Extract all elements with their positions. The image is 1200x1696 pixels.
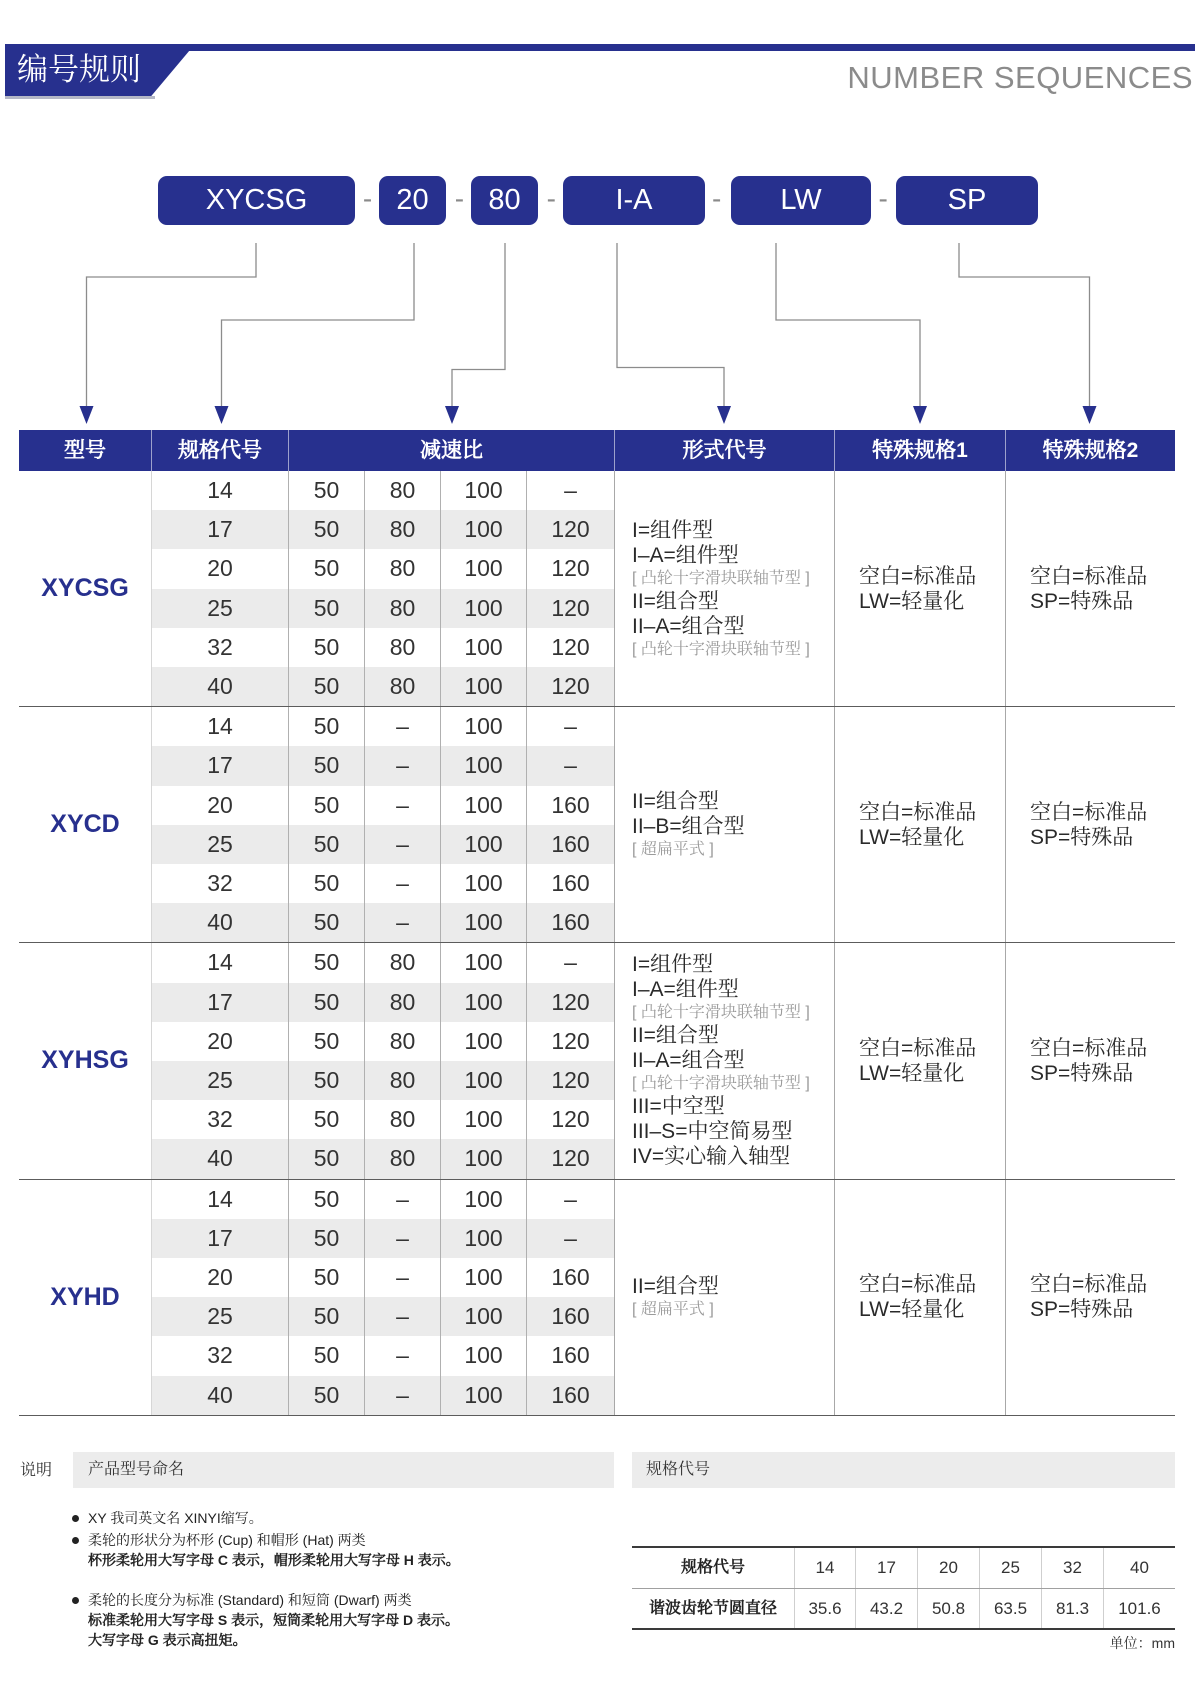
ratio-cell: 100 (440, 746, 526, 785)
ratio-cell: 100 (440, 1219, 526, 1258)
ratio-cell: 120 (526, 667, 614, 706)
ratio-cell: 80 (364, 983, 440, 1022)
ratio-cell: 80 (364, 1061, 440, 1100)
type-code-note: [ 超扁平式 ] (632, 841, 714, 859)
special2-cell (1005, 1180, 1175, 1415)
model-name: XYHD (50, 1282, 120, 1311)
arrow-down-icon (445, 406, 459, 424)
ratio-cell: 100 (440, 943, 526, 982)
spec-group (19, 471, 1175, 707)
table-row (151, 825, 614, 864)
ratio-cell: 100 (440, 510, 526, 549)
ratio-cell: 160 (526, 1258, 614, 1297)
size-code-cell: 25 (151, 1297, 288, 1336)
pitch-diameter-value: 63.5 (979, 1589, 1041, 1628)
ratio-cell: 100 (440, 1258, 526, 1297)
ratio-cell: – (526, 1219, 614, 1258)
ratio-cell: – (526, 707, 614, 746)
ratio-cell: 100 (440, 1061, 526, 1100)
ratio-cell: 160 (526, 903, 614, 942)
table-row (151, 1180, 614, 1219)
ratio-cell: 100 (440, 864, 526, 903)
ratio-cell: – (526, 746, 614, 785)
type-code-note: [ 超扁平式 ] (632, 1301, 714, 1319)
note-bullet (72, 1590, 459, 1650)
header-model: 型号 (64, 439, 106, 462)
ratio-cell: 50 (288, 1297, 364, 1336)
type-code-line: I=组件型 (632, 518, 714, 542)
model-name: XYCSG (41, 574, 129, 603)
ratio-cell: 50 (288, 903, 364, 942)
ratio-cell: 160 (526, 825, 614, 864)
pitch-diameter-label: 谐波齿轮节圆直径 (648, 1600, 777, 1617)
spec-rows (151, 707, 614, 942)
notes-label: 说明 (20, 1462, 53, 1479)
type-code-line: I=组件型 (632, 953, 714, 977)
ratio-cell: – (526, 943, 614, 982)
ratio-cell: 50 (288, 825, 364, 864)
page-subtitle: NUMBER SEQUENCES (847, 60, 1193, 95)
ratio-cell: 50 (288, 1139, 364, 1178)
ratio-cell: 160 (526, 1297, 614, 1336)
ratio-cell: 50 (288, 1258, 364, 1297)
ratio-cell: 80 (364, 1100, 440, 1139)
special2-line: 空白=标准品 (1030, 1036, 1148, 1060)
size-diameter-table (632, 1546, 1175, 1630)
size-value: 25 (979, 1548, 1041, 1588)
ratio-cell: – (364, 786, 440, 825)
model-name: XYHSG (41, 1046, 129, 1075)
ratio-cell: – (364, 1258, 440, 1297)
special2-line: SP=特殊品 (1030, 1298, 1134, 1322)
spec-table (19, 430, 1175, 1416)
ratio-cell: 120 (526, 1061, 614, 1100)
ratio-cell: 50 (288, 510, 364, 549)
ratio-cell: 100 (440, 1100, 526, 1139)
table-row (151, 1219, 614, 1258)
connector-model (87, 243, 257, 407)
size-code-cell: 17 (151, 983, 288, 1022)
header-special1: 特殊规格1 (834, 430, 1005, 471)
connector-type (617, 243, 724, 407)
code-special1-box: LW (731, 176, 871, 225)
size-code-heading: 规格代号 (632, 1452, 1175, 1488)
type-code-line: II–B=组合型 (632, 815, 745, 839)
special1-line: LW=轻量化 (859, 589, 965, 613)
ratio-cell: 80 (364, 549, 440, 588)
table-row (151, 903, 614, 942)
special1-line: LW=轻量化 (859, 1061, 965, 1085)
ratio-cell: 50 (288, 589, 364, 628)
size-code-cell: 32 (151, 864, 288, 903)
note-bullet (72, 1508, 263, 1528)
ratio-cell: 100 (440, 589, 526, 628)
ratio-cell: – (364, 825, 440, 864)
code-separator: - (454, 183, 465, 214)
type-code-note: [ 凸轮十字滑块联轴节型 ] (632, 640, 810, 658)
ratio-cell: 100 (440, 471, 526, 510)
table-row (151, 510, 614, 549)
size-row-label: 规格代号 (680, 1559, 745, 1576)
table-row (151, 707, 614, 746)
note-line: 杯形柔轮用大写字母 C 表示，帽形柔轮用大写字母 H 表示。 (88, 1552, 460, 1568)
arrow-down-icon (1083, 406, 1097, 424)
ratio-cell: – (364, 1297, 440, 1336)
table-row (151, 549, 614, 588)
ratio-cell: 50 (288, 667, 364, 706)
model-name: XYCD (50, 810, 120, 839)
ratio-cell: 50 (288, 1061, 364, 1100)
size-value: 14 (794, 1548, 855, 1588)
code-type-box: I-A (563, 176, 705, 225)
pitch-diameter-value: 35.6 (794, 1589, 855, 1628)
code-separator: - (546, 183, 556, 214)
note-line: 大写字母 G 表示高扭矩。 (88, 1632, 247, 1648)
ratio-cell: – (526, 471, 614, 510)
ratio-cell: 100 (440, 707, 526, 746)
size-code-cell: 25 (151, 589, 288, 628)
ratio-cell: 80 (364, 1022, 440, 1061)
ratio-cell: 50 (288, 628, 364, 667)
size-code-cell: 14 (151, 1180, 288, 1219)
special1-cell (834, 471, 1005, 706)
ratio-cell: – (364, 864, 440, 903)
ratio-cell: – (364, 1376, 440, 1415)
arrow-down-icon (913, 406, 927, 424)
size-code-cell: 17 (151, 510, 288, 549)
ratio-cell: 120 (526, 1022, 614, 1061)
ratio-cell: 80 (364, 628, 440, 667)
ratio-cell: 120 (526, 1100, 614, 1139)
table-row (151, 471, 614, 510)
spec-rows (151, 471, 614, 706)
note-line: 柔轮的长度分为标准 (Standard) 和短筒 (Dwarf) 两类 (88, 1592, 412, 1608)
table-row (151, 1258, 614, 1297)
table-row (151, 1022, 614, 1061)
ratio-cell: 50 (288, 943, 364, 982)
type-code-cell (614, 1180, 834, 1415)
pitch-diameter-value: 50.8 (917, 1589, 979, 1628)
special1-line: LW=轻量化 (859, 1298, 965, 1322)
header-size-code: 规格代号 (151, 430, 288, 471)
pitch-diameter-row (632, 1588, 1175, 1628)
special1-cell (834, 943, 1005, 1178)
ratio-cell: 80 (364, 510, 440, 549)
special2-line: SP=特殊品 (1030, 1061, 1134, 1085)
type-code-line: II=组合型 (632, 1275, 719, 1299)
pitch-diameter-value: 101.6 (1103, 1589, 1175, 1628)
type-code-cell (614, 471, 834, 706)
ratio-cell: 80 (364, 667, 440, 706)
spec-group (19, 707, 1175, 943)
table-row (151, 1336, 614, 1375)
size-row (632, 1548, 1175, 1588)
size-code-cell: 25 (151, 825, 288, 864)
connector-ratio (452, 243, 505, 407)
table-header (19, 430, 1175, 471)
ratio-cell: 80 (364, 1139, 440, 1178)
ratio-cell: 50 (288, 864, 364, 903)
special2-line: 空白=标准品 (1030, 564, 1148, 588)
size-code-cell: 17 (151, 1219, 288, 1258)
page-title: 编号规则 (17, 52, 141, 87)
ratio-cell: 160 (526, 1336, 614, 1375)
size-code-cell: 20 (151, 786, 288, 825)
note-line: XY 我司英文名 XINYI缩写。 (88, 1510, 263, 1526)
table-row (151, 746, 614, 785)
table-row (151, 1100, 614, 1139)
size-code-cell: 20 (151, 549, 288, 588)
size-code-cell: 20 (151, 1022, 288, 1061)
ratio-cell: 50 (288, 786, 364, 825)
type-code-line: I–A=组件型 (632, 543, 739, 567)
size-code-cell: 14 (151, 943, 288, 982)
special1-line: 空白=标准品 (859, 800, 977, 824)
size-value: 17 (855, 1548, 917, 1588)
table-row (151, 983, 614, 1022)
spec-rows (151, 943, 614, 1178)
ratio-cell: 50 (288, 707, 364, 746)
ratio-cell: 50 (288, 746, 364, 785)
type-code-line: IV=实心输入轴型 (632, 1145, 791, 1169)
ratio-cell: – (364, 1180, 440, 1219)
size-code-cell: 40 (151, 1139, 288, 1178)
ratio-cell: 50 (288, 1336, 364, 1375)
connector-special2 (959, 243, 1090, 407)
arrow-down-icon (80, 406, 94, 424)
size-code-cell: 25 (151, 1061, 288, 1100)
special1-line: 空白=标准品 (859, 1036, 977, 1060)
size-code-cell: 40 (151, 903, 288, 942)
type-code-line: III–S=中空简易型 (632, 1120, 793, 1144)
bullet-dot-icon (72, 1597, 79, 1604)
ratio-cell: 100 (440, 786, 526, 825)
ratio-cell: 100 (440, 903, 526, 942)
type-code-line: II=组合型 (632, 790, 719, 814)
ratio-cell: – (526, 1180, 614, 1219)
special2-line: SP=特殊品 (1030, 825, 1134, 849)
pitch-diameter-value: 81.3 (1041, 1589, 1103, 1628)
spec-rows (151, 1180, 614, 1415)
size-code-cell: 32 (151, 628, 288, 667)
ratio-cell: 100 (440, 1336, 526, 1375)
table-row (151, 1139, 614, 1178)
table-row (151, 628, 614, 667)
code-separator: - (712, 183, 722, 214)
ratio-cell: 120 (526, 1139, 614, 1178)
size-code-cell: 40 (151, 667, 288, 706)
code-model-box: XYCSG (158, 176, 355, 225)
type-code-line: I–A=组件型 (632, 978, 739, 1002)
code-special2-box: SP (896, 176, 1038, 225)
type-code-cell (614, 943, 834, 1178)
special2-cell (1005, 707, 1175, 942)
bullet-dot-icon (72, 1537, 79, 1544)
table-row (151, 1376, 614, 1415)
ratio-cell: 50 (288, 983, 364, 1022)
header-type-code: 形式代号 (614, 430, 834, 471)
type-code-line: II=组合型 (632, 1024, 719, 1048)
special2-line: 空白=标准品 (1030, 800, 1148, 824)
type-code-note: [ 凸轮十字滑块联轴节型 ] (632, 569, 810, 587)
type-code-line: II–A=组合型 (632, 614, 745, 638)
ratio-cell: 100 (440, 549, 526, 588)
ratio-cell: – (364, 1219, 440, 1258)
type-code-line: II–A=组合型 (632, 1049, 745, 1073)
spec-group (19, 943, 1175, 1179)
size-code-cell: 40 (151, 1376, 288, 1415)
code-size-box: 20 (379, 176, 446, 225)
ratio-cell: 50 (288, 1376, 364, 1415)
size-value: 32 (1041, 1548, 1103, 1588)
ratio-cell: 120 (526, 549, 614, 588)
table-body (19, 471, 1175, 1416)
special2-cell (1005, 943, 1175, 1178)
type-code-note: [ 凸轮十字滑块联轴节型 ] (632, 1075, 810, 1093)
ratio-cell: 50 (288, 1180, 364, 1219)
table-row (151, 1297, 614, 1336)
special2-line: SP=特殊品 (1030, 589, 1134, 613)
ratio-cell: 120 (526, 983, 614, 1022)
size-code-cell: 17 (151, 746, 288, 785)
ratio-cell: 100 (440, 628, 526, 667)
ratio-cell: 100 (440, 1376, 526, 1415)
size-code-cell: 20 (151, 1258, 288, 1297)
ratio-cell: 120 (526, 589, 614, 628)
bullet-dot-icon (72, 1515, 79, 1522)
ratio-cell: 50 (288, 1022, 364, 1061)
special1-cell (834, 707, 1005, 942)
ratio-cell: 80 (364, 589, 440, 628)
special2-cell (1005, 471, 1175, 706)
type-code-note: [ 凸轮十字滑块联轴节型 ] (632, 1004, 810, 1022)
size-code-cell: 32 (151, 1100, 288, 1139)
special1-cell (834, 1180, 1005, 1415)
size-code-cell: 14 (151, 707, 288, 746)
table-row (151, 864, 614, 903)
size-value: 20 (917, 1548, 979, 1588)
ratio-cell: 100 (440, 983, 526, 1022)
ratio-cell: 50 (288, 1219, 364, 1258)
naming-heading: 产品型号命名 (73, 1452, 614, 1488)
arrow-down-icon (717, 406, 731, 424)
connector-size (222, 243, 415, 407)
header-special2: 特殊规格2 (1005, 430, 1175, 471)
special1-line: LW=轻量化 (859, 825, 965, 849)
table-row (151, 943, 614, 982)
ratio-cell: – (364, 746, 440, 785)
ratio-cell: 50 (288, 549, 364, 588)
type-code-cell (614, 707, 834, 942)
spec-group (19, 1180, 1175, 1416)
table-row (151, 667, 614, 706)
ratio-cell: 50 (288, 1100, 364, 1139)
size-value: 40 (1103, 1548, 1175, 1588)
code-ratio-box: 80 (471, 176, 538, 225)
arrow-down-icon (215, 406, 229, 424)
table-row (151, 589, 614, 628)
table-row (151, 786, 614, 825)
ratio-cell: 160 (526, 864, 614, 903)
ratio-cell: 100 (440, 1180, 526, 1219)
code-separator: - (362, 183, 373, 214)
special2-line: 空白=标准品 (1030, 1273, 1148, 1297)
ratio-cell: 100 (440, 1297, 526, 1336)
ratio-cell: 160 (526, 786, 614, 825)
table-row (151, 1061, 614, 1100)
header-ratio: 减速比 (288, 430, 614, 471)
unit-label: 单位：mm (1109, 1635, 1175, 1651)
note-line: 柔轮的形状分为杯形 (Cup) 和帽形 (Hat) 两类 (88, 1532, 366, 1548)
ratio-cell: 50 (288, 471, 364, 510)
size-code-cell: 32 (151, 1336, 288, 1375)
ratio-cell: 100 (440, 1139, 526, 1178)
ratio-cell: 160 (526, 1376, 614, 1415)
note-bullet (72, 1530, 460, 1570)
ratio-cell: – (364, 707, 440, 746)
ratio-cell: 120 (526, 510, 614, 549)
ratio-cell: 120 (526, 628, 614, 667)
ratio-cell: 80 (364, 471, 440, 510)
ratio-cell: 80 (364, 943, 440, 982)
ratio-cell: 100 (440, 667, 526, 706)
ratio-cell: 100 (440, 1022, 526, 1061)
model-code-row (0, 0, 1200, 240)
size-code-cell: 14 (151, 471, 288, 510)
ratio-cell: – (364, 1336, 440, 1375)
special1-line: 空白=标准品 (859, 564, 977, 588)
type-code-line: III=中空型 (632, 1095, 725, 1119)
pitch-diameter-value: 43.2 (855, 1589, 917, 1628)
connector-special1 (776, 243, 920, 407)
ratio-cell: 100 (440, 825, 526, 864)
special1-line: 空白=标准品 (859, 1273, 977, 1297)
note-line: 标准柔轮用大写字母 S 表示，短筒柔轮用大写字母 D 表示。 (88, 1612, 460, 1628)
code-separator: - (878, 183, 888, 214)
ratio-cell: – (364, 903, 440, 942)
type-code-line: II=组合型 (632, 589, 719, 613)
